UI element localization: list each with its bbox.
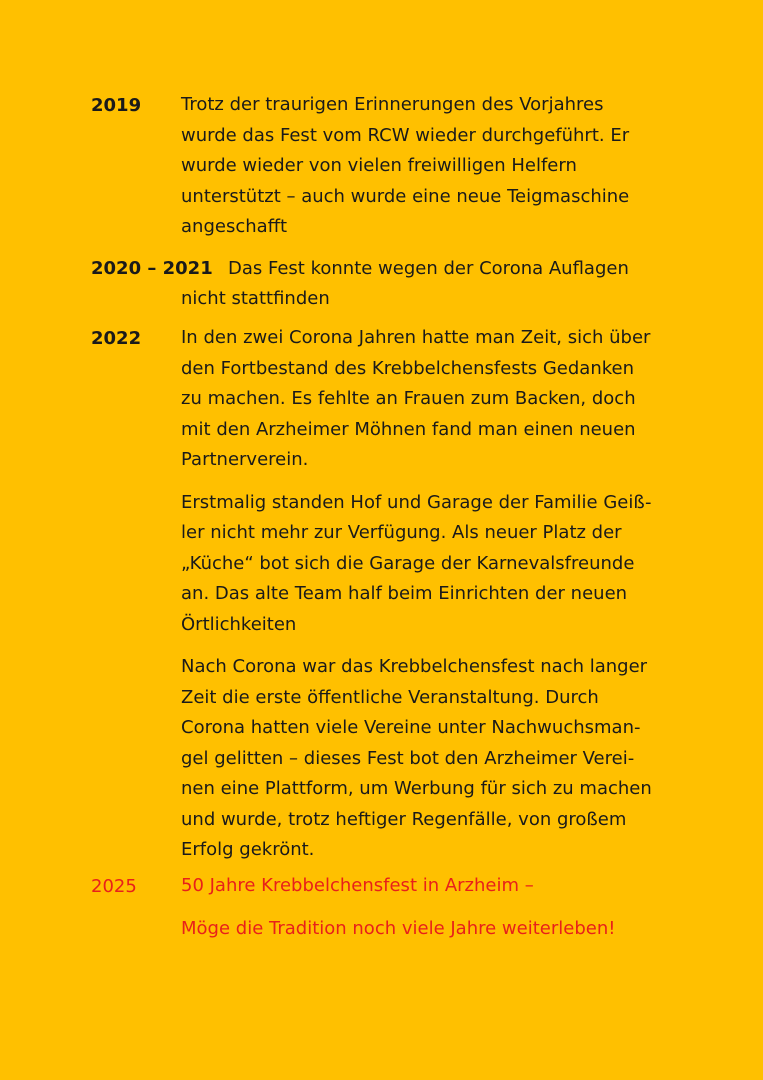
entry-first-line: Das Fest konnte wegen der Corona Auflagen bbox=[228, 258, 629, 279]
text-line: zu machen. Es fehlte an Frauen zum Backen, doch bbox=[181, 388, 636, 409]
paragraph bbox=[181, 652, 681, 866]
entry-year: 2022 bbox=[91, 328, 142, 349]
text-line: und wurde, trotz heftiger Regenfälle, von großem bbox=[181, 808, 627, 830]
text-line: nen eine Plattform, um Werbung für sich zu machen bbox=[181, 778, 652, 799]
text-line: Erfolg gekrönt. bbox=[181, 839, 315, 860]
text-line: Partnerverein. bbox=[181, 449, 309, 470]
text-line: den Fortbestand des Krebbelchensfests Gedanken bbox=[181, 357, 635, 379]
entry-year: 2025 bbox=[91, 876, 137, 897]
paragraph bbox=[181, 871, 681, 902]
paragraph bbox=[181, 914, 681, 945]
text-line: Corona hatten viele Vereine unter Nachwuchsman- bbox=[181, 717, 641, 738]
text-line: Zeit die erste öffentliche Veranstaltung. Durch bbox=[181, 686, 599, 708]
text-line: Örtlichkeiten bbox=[181, 613, 297, 635]
text-line: wurde das Fest vom RCW wieder durchgeführt. Er bbox=[181, 124, 630, 146]
text-line: Erstmalig standen Hof und Garage der Familie Geiß- bbox=[181, 491, 652, 513]
text-line: In den zwei Corona Jahren hatte man Zeit, sich über bbox=[181, 327, 651, 348]
entry-year: 2020 – 2021 bbox=[91, 258, 213, 279]
text-line: wurde wieder von vielen freiwilligen Helfern bbox=[181, 155, 577, 176]
entry-2025 bbox=[91, 871, 691, 944]
text-line: ler nicht mehr zur Verfügung. Als neuer Platz der bbox=[181, 522, 622, 543]
entry-text bbox=[181, 871, 681, 944]
entry-2022 bbox=[91, 323, 691, 866]
text-line: mit den Arzheimer Möhnen fand man einen neuen bbox=[181, 418, 636, 440]
text-line: unterstützt – auch wurde eine neue Teigmaschine bbox=[181, 185, 630, 207]
paragraph bbox=[181, 488, 681, 641]
entry-year: 2019 bbox=[91, 95, 142, 116]
entry-text bbox=[181, 90, 681, 243]
text-line: 50 Jahre Krebbelchensfest in Arzheim – bbox=[181, 875, 534, 896]
paragraph bbox=[181, 323, 681, 476]
text-line: Möge die Tradition noch viele Jahre weiterleben! bbox=[181, 917, 616, 939]
text-line: „Küche“ bot sich die Garage der Karnevalsfreunde bbox=[181, 552, 635, 574]
text-line: an. Das alte Team half beim Einrichten der neuen bbox=[181, 583, 628, 604]
text-line: Trotz der traurigen Erinnerungen des Vorjahres bbox=[181, 94, 604, 115]
text-line: nicht stattfinden bbox=[181, 288, 330, 309]
entry-text bbox=[181, 323, 681, 866]
text-line: gel gelitten – dieses Fest bot den Arzheimer Verei- bbox=[181, 747, 635, 769]
entry-2020-2021 bbox=[91, 253, 691, 315]
text-line: angeschafft bbox=[181, 216, 288, 237]
entry-2019 bbox=[91, 90, 691, 243]
text-line: Nach Corona war das Krebbelchensfest nach langer bbox=[181, 656, 648, 677]
